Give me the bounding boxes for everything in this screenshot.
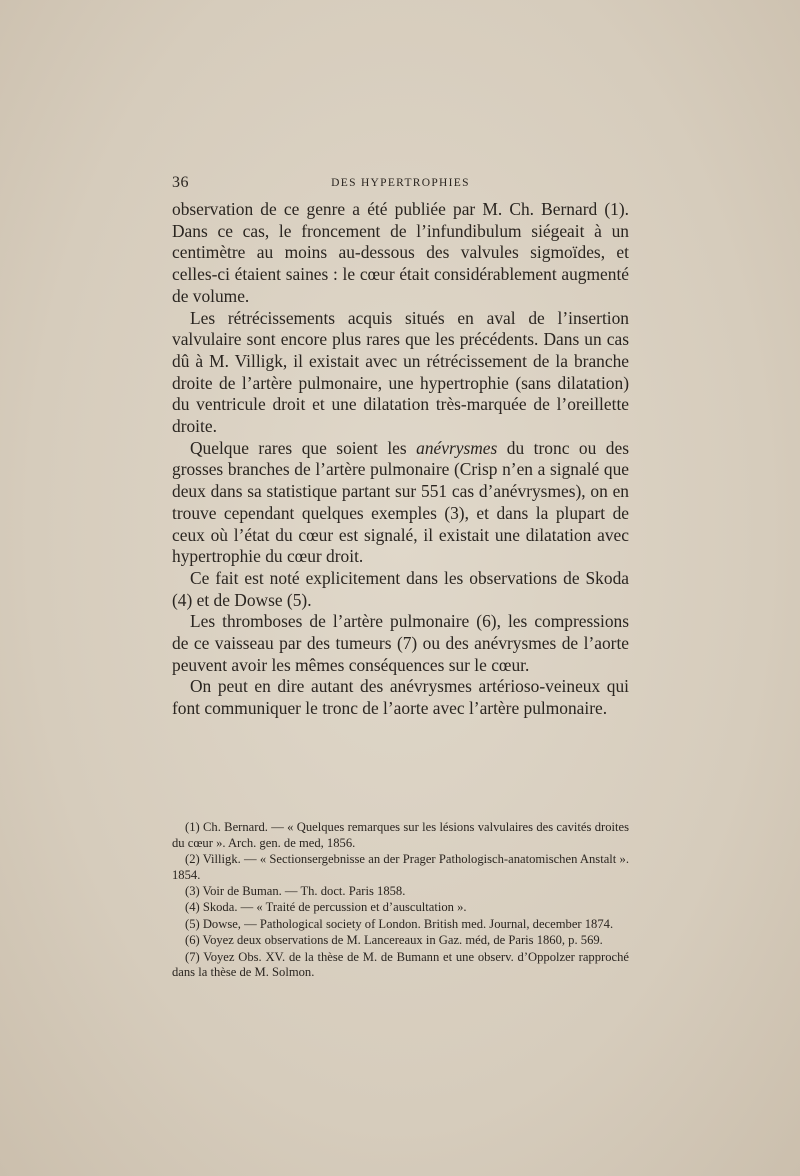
emphasized-term: anévrysmes xyxy=(416,437,498,458)
paragraph-retrecissements: Les rétrécissements acquis situés en aval de l’insertion valvulaire sont encore plus rares que les précédents. Dans un cas dû à M. Villigk, il existait avec un rétrécissement de la branche droite de l’artère pulmonaire, une hypertrophie (sans dilatation) du ventricule droit et une dilatation très-marquée de l’oreillette droite. xyxy=(172,307,629,437)
running-title: DES HYPERTROPHIES xyxy=(331,177,470,189)
paragraph-arterioso-veineux: On peut en dire autant des anévrysmes artérioso-veineux qui font communiquer le tronc de l’aorte avec l’artère pulmonaire. xyxy=(172,676,629,719)
body-text xyxy=(172,199,629,720)
page-number: 36 xyxy=(172,174,189,191)
paragraph-thromboses: Les thromboses de l’artère pulmonaire (6), les compressions de ce vaisseau par des tumeurs (7) ou des anévrysmes de l’aorte peuvent avoir les mêmes conséquences sur le cœur. xyxy=(172,611,629,675)
footnote: (5) Dowse, — Pathological society of London. British med. Journal, december 1874. xyxy=(185,916,614,931)
footnote: (4) Skoda. — « Traité de percussion et d’auscultation ». xyxy=(185,900,467,915)
page-header xyxy=(172,174,629,194)
footnotes xyxy=(172,820,629,982)
paragraph-anevrysmes-start: Quelque rares que soient les xyxy=(190,437,417,458)
paragraph-continued: observation de ce genre a été publiée par M. Ch. Bernard (1). Dans ce cas, le froncement de l’infundibulum siégeait à un centimètre au moins au-dessous des valvules sigmoïdes, et celles-ci étaient saines : le cœur était considérablement augmenté de volume. xyxy=(172,199,629,306)
footnote: (1) Ch. Bernard. — « Quelques remarques sur les lésions valvulaires des cavités droites du cœur ». Arch. gen. de med, 1856. xyxy=(172,820,629,850)
footnote: (3) Voir de Buman. — Th. doct. Paris 1858. xyxy=(185,883,406,898)
paragraph-skoda-dowse: Ce fait est noté explicitement dans les observations de Skoda (4) et de Dowse (5). xyxy=(172,567,629,610)
paragraph-anevrysmes-rest: du tronc ou des grosses branches de l’artère pulmonaire (Crisp n’en a signalé que deux dans sa statistique partant sur 551 cas d’anévrysmes), on en trouve cependant quelques exemples (3), et dans la plupart de ceux où l’état du cœur est signalé, il existait une dilatation avec hypertrophie du cœur droit. xyxy=(172,437,629,567)
footnote: (2) Villigk. — « Sectionsergebnisse an der Prager Pathologisch-anatomischen Anstalt ». 1854. xyxy=(172,851,629,882)
footnote: (6) Voyez deux observations de M. Lancereaux in Gaz. méd, de Paris 1860, p. 569. xyxy=(185,933,603,948)
paragraph-anevrysmes xyxy=(172,438,629,568)
footnote: (7) Voyez Obs. XV. de la thèse de M. de Bumann et une observ. d’Oppolzer rapproché dans la thèse de M. Solmon. xyxy=(172,949,629,980)
